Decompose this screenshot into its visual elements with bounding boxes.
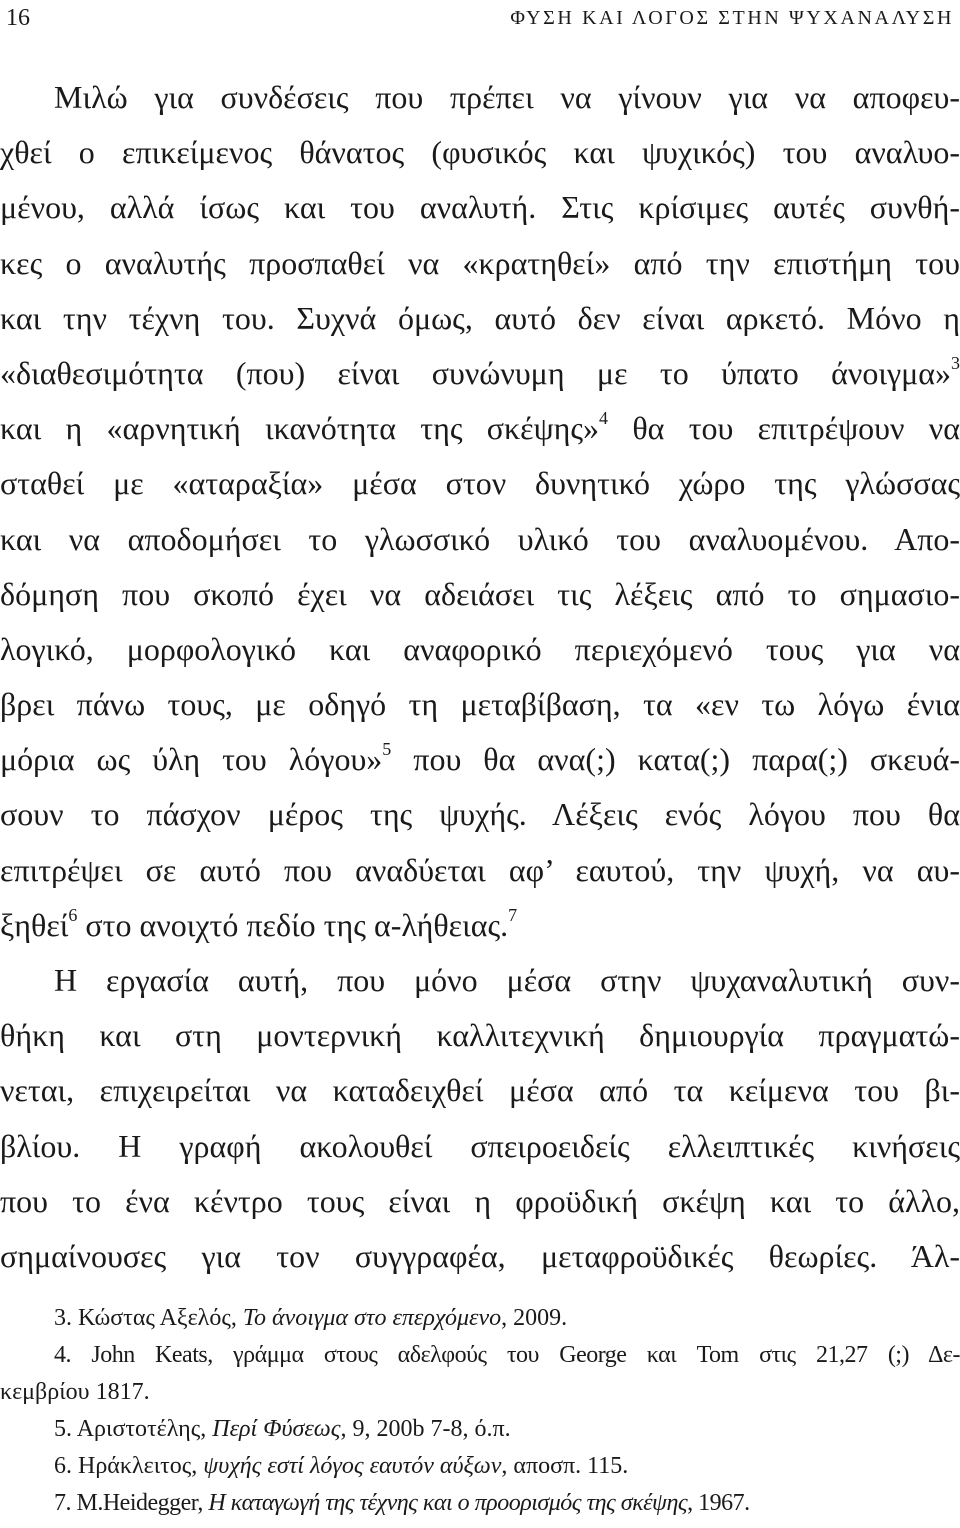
body-line: Η εργασία αυτή, που μόνο μέσα στην ψυχαναλυτική συν- — [54, 962, 960, 998]
footnote-ref: 5 — [382, 739, 392, 760]
footnote-title: Περί Φύσεως — [212, 1416, 341, 1442]
body-line: σημαίνουσες για τον συγγραφέα, μεταφροϋδικές θεωρίες. Άλ- — [0, 1237, 960, 1274]
footnote-7: 7. M.Heidegger, Η καταγωγή της τέχνης και ο προορισμός της σκέψης, 1967. — [54, 1490, 750, 1516]
body-line: θήκη και στη μοντερνική καλλιτεχνική δημιουργία πραγματώ- — [0, 1017, 960, 1054]
body-line: λογικό, μορφολογικό και αναφορικό περιεχόμενό τους για να — [0, 630, 960, 667]
running-title: ΦΥΣΗ ΚΑΙ ΛΟΓΟΣ ΣΤΗΝ ΨΥΧΑΝΑΛΥΣΗ — [510, 7, 954, 29]
footnote-6: 6. Ηράκλειτος, ψυχής εστί λόγος εαυτόν αύξων, αποσπ. 115. — [54, 1453, 629, 1479]
body-line: δόμηση που σκοπό έχει να αδειάσει τις λέξεις από το σημασιο- — [0, 575, 960, 612]
footnote-5: 5. Αριστοτέλης, Περί Φύσεως, 9, 200b 7-8, ό.π. — [54, 1416, 511, 1442]
body-line: επιτρέψει σε αυτό που αναδύεται αφ’ εαυτού, την ψυχή, να αυ- — [0, 851, 960, 888]
footnote-ref: 4 — [599, 408, 609, 429]
footnotes — [0, 1300, 960, 1522]
body-line: βρει πάνω τους, με οδηγό τη μεταβίβαση, τα «εν τω λόγω ένια — [0, 686, 960, 723]
body-line: που το ένα κέντρο τους είναι η φροϋδική σκέψη και το άλλο, — [0, 1182, 960, 1219]
body-line: κες ο αναλυτής προσπαθεί να «κρατηθεί» από την επιστήμη του — [0, 244, 960, 281]
page-number: 16 — [6, 5, 30, 31]
body-line: «διαθεσιμότητα (που) είναι συνώνυμη με το ύπατο άνοιγμα»$^3$ — [0, 352, 960, 391]
body-line: μόρια ως ύλη του λόγου»$^5$ που θα ανα(;) κατα(;) παρα(;) σκευά- — [0, 739, 960, 778]
body-line: σουν το πάσχον μέρος της ψυχής. Λέξεις ενός λόγου που θα — [0, 796, 960, 833]
footnote-title: Η καταγωγή της τέχνης και ο προορισμός της σκέψης — [208, 1490, 688, 1516]
body-text — [0, 70, 960, 1284]
footnote-title: Το άνοιγμα στο επερχόμενο — [242, 1305, 502, 1331]
body-line: σταθεί με «αταραξία» μέσα στον δυνητικό χώρο της γλώσσας — [0, 465, 960, 502]
body-line: και να αποδομήσει το γλωσσικό υλικό του αναλυομένου. Απο- — [0, 520, 960, 557]
footnote-title: ψυχής εστί λόγος εαυτόν αύξων — [203, 1453, 502, 1479]
body-line: και την τέχνη του. Συχνά όμως, αυτό δεν είναι αρκετό. Μόνο η — [0, 299, 960, 336]
body-line: και η «αρνητική ικανότητα της σκέψης»$^4$ θα του επιτρέψουν να — [0, 408, 960, 447]
body-line: νεται, επιχειρείται να καταδειχθεί μέσα από τα κείμενα του βι- — [0, 1072, 960, 1109]
body-line: χθεί ο επικείμενος θάνατος (φυσικός και ψυχικός) του αναλυο- — [0, 134, 960, 171]
footnote-ref: 6 — [68, 904, 78, 925]
body-line: Μιλώ για συνδέσεις που πρέπει να γίνουν για να αποφευ- — [54, 79, 960, 115]
footnote-3: 3. Κώστας Αξελός, Το άνοιγμα στο επερχόμενο, 2009. — [54, 1305, 568, 1331]
footnote-4: 4. John Keats, γράμμα στους αδελφούς του George και Tom στις 21,27 (;) Δε- — [54, 1342, 960, 1368]
body-line: βλίου. Η γραφή ακολουθεί σπειροειδείς ελλειπτικές κινήσεις — [0, 1127, 960, 1164]
running-header — [0, 0, 960, 44]
footnote-4-continued: κεμβρίου 1817. — [0, 1379, 150, 1405]
body-line: ξηθεί$^6$ στο ανοιχτό πεδίο της α-λήθειας.$^7$ — [0, 904, 518, 943]
footnote-ref: 7 — [508, 904, 518, 925]
footnote-ref: 3 — [951, 352, 960, 373]
body-line: μένου, αλλά ίσως και του αναλυτή. Στις κρίσιμες αυτές συνθή- — [0, 189, 960, 226]
